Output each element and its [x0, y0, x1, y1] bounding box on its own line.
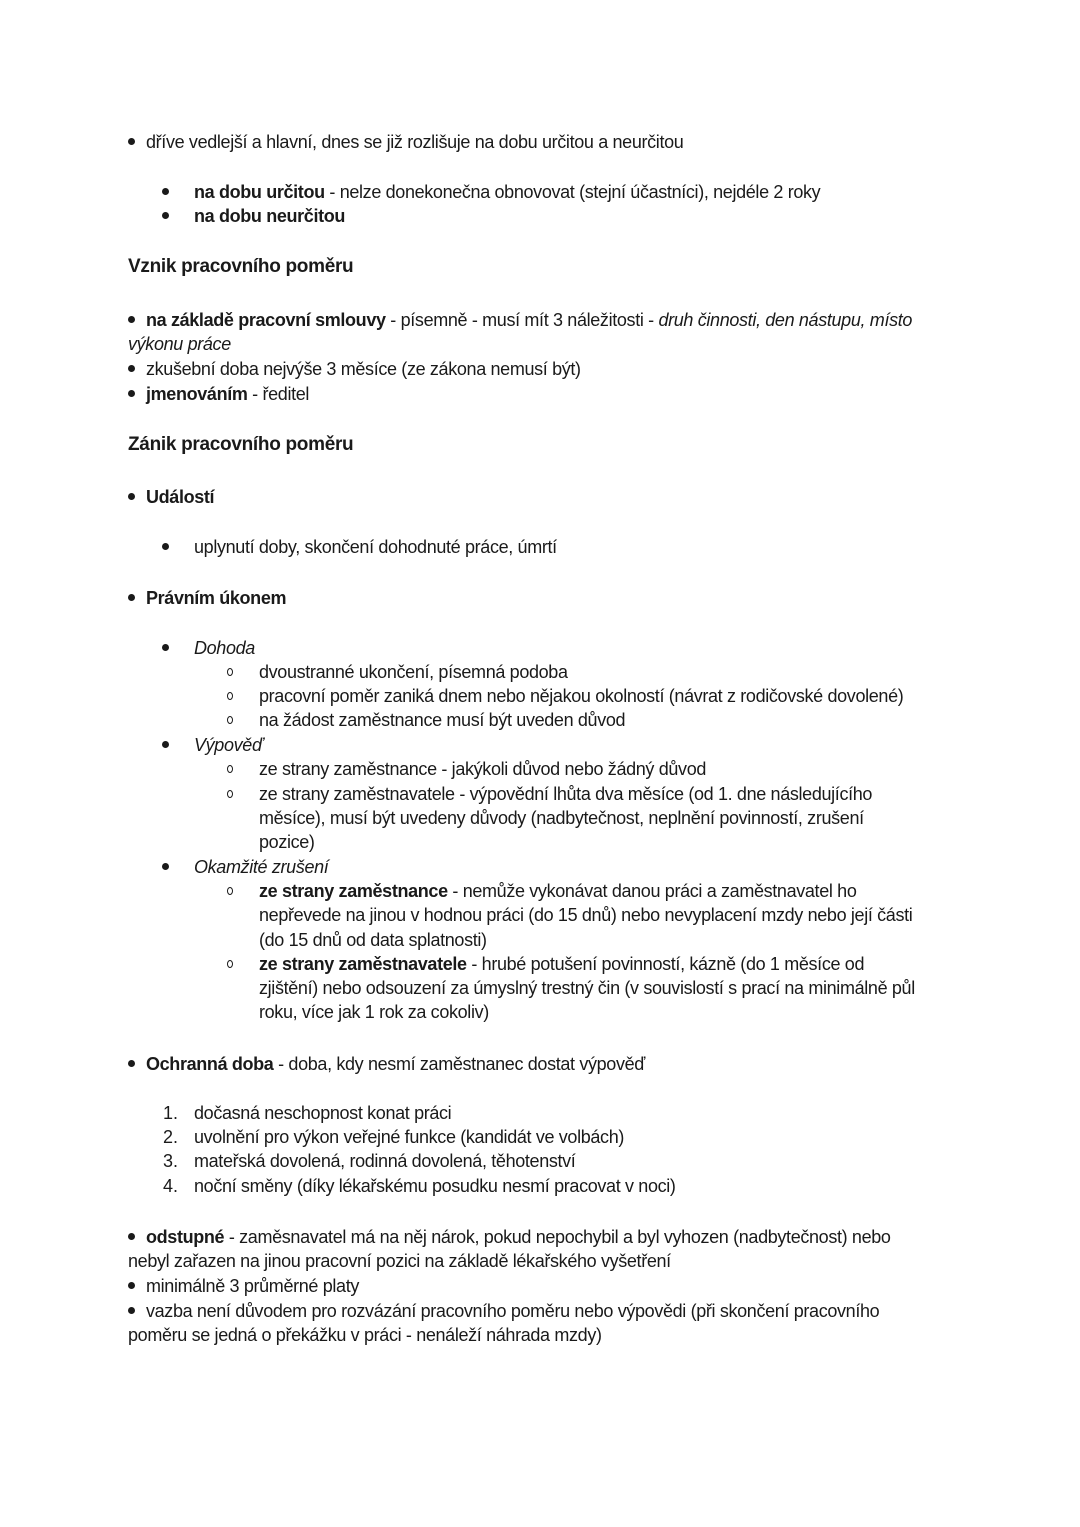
- bullet-icon: [128, 1052, 135, 1076]
- list-item: pracovní poměr zaniká dnem nebo nějakou okolností (návrat z rodičovské dovolené): [259, 686, 904, 706]
- definition: - nelze donekonečna obnovovat (stejní účastníci), nejdéle 2 roky: [324, 182, 821, 202]
- continuation-line: měsíce), musí být uvedeny důvody (nadbytečnost, neplnění povinností, zrušení: [259, 808, 864, 828]
- circle-bullet-icon: [227, 782, 233, 806]
- numbered-item: noční směny (díky lékařskému posudku nesmí pracovat v noci): [194, 1176, 676, 1196]
- subsection-udalosti: Událostí: [146, 487, 215, 507]
- list-number: 4.: [162, 1176, 178, 1196]
- term: ze strany zaměstnance: [259, 881, 448, 901]
- bullet-icon: [162, 204, 169, 228]
- continuation-line: pozice): [259, 832, 315, 852]
- bullet-icon: [128, 1299, 135, 1323]
- bullet-icon: [162, 636, 169, 660]
- list-item: zkušební doba nejvýše 3 měsíce (ze zákona nemusí být): [146, 359, 581, 379]
- continuation-line: (do 15 dnů od data splatnosti): [259, 930, 487, 950]
- list-item: ze strany zaměstnance - jakýkoli důvod nebo žádný důvod: [259, 759, 707, 779]
- okamzite-label: Okamžité zrušení: [194, 857, 329, 877]
- list-number: 3.: [162, 1151, 178, 1171]
- continuation-line: zjištění) nebo odsouzení za úmyslný trestný čin (v souvislostí s prací na minimálně půl: [259, 978, 915, 998]
- bullet-icon: [162, 733, 169, 757]
- bullet-icon: [128, 1225, 135, 1249]
- circle-bullet-icon: [227, 952, 233, 976]
- list-item: dvoustranné ukončení, písemná podoba: [259, 662, 568, 682]
- numbered-item: dočasná neschopnost konat práci: [194, 1103, 452, 1123]
- section-heading-vznik: Vznik pracovního poměru: [128, 256, 354, 277]
- list-number: 2.: [162, 1127, 178, 1147]
- italic-text: druh činnosti, den nástupu, místo: [658, 310, 913, 330]
- definition: - doba, kdy nesmí zaměstnanec dostat výpověď: [273, 1054, 645, 1074]
- list-item: minimálně 3 průměrné platy: [146, 1276, 359, 1296]
- section-heading-zanik: Zánik pracovního poměru: [128, 434, 354, 455]
- term: odstupné: [146, 1227, 225, 1247]
- bullet-icon: [162, 180, 169, 204]
- circle-bullet-icon: [227, 757, 233, 781]
- list-item: [146, 1052, 645, 1076]
- term: na základě pracovní smlouvy: [146, 310, 386, 330]
- numbered-item: uvolnění pro výkon veřejné funkce (kandidát ve volbách): [194, 1127, 625, 1147]
- term: jmenováním: [146, 384, 248, 404]
- list-item: na žádost zaměstnance musí být uveden důvod: [259, 710, 626, 730]
- circle-bullet-icon: [227, 684, 233, 708]
- dohoda-label: Dohoda: [194, 638, 255, 658]
- list-item: [194, 180, 820, 204]
- bullet-icon: [128, 1274, 135, 1298]
- bullet-icon: [128, 586, 135, 610]
- definition: - nemůže vykonávat danou práci a zaměstnavatel ho: [447, 881, 857, 901]
- list-item: [259, 879, 857, 903]
- list-number: 1.: [162, 1103, 178, 1123]
- list-item: [146, 308, 912, 332]
- continuation-line: výkonu práce: [128, 334, 231, 354]
- term: na dobu určitou: [194, 182, 325, 202]
- definition: - zaměsnavatel má na něj nárok, pokud nepochybil a byl vyhozen (nadbytečnost) nebo: [224, 1227, 891, 1247]
- list-item: [194, 204, 345, 228]
- list-item: [146, 1225, 891, 1249]
- continuation-line: nepřevede na jinou v hodnou práci (do 15 dnů) nebo nevyplacení mzdy nebo její části: [259, 905, 913, 925]
- bullet-icon: [128, 382, 135, 406]
- term: na dobu neurčitou: [194, 206, 346, 226]
- definition: - písemně - musí mít 3 náležitosti -: [385, 310, 659, 330]
- bullet-icon: [162, 535, 169, 559]
- circle-bullet-icon: [227, 879, 233, 903]
- definition: - hrubé potušení povinností, kázně (do 1 měsíce od: [466, 954, 865, 974]
- vypoved-label: Výpověď: [194, 735, 263, 755]
- circle-bullet-icon: [227, 708, 233, 732]
- continuation-line: nebyl zařazen na jinou pracovní pozici na základě lékařského vyšetření: [128, 1251, 671, 1271]
- list-item: ze strany zaměstnavatele - výpovědní lhůta dva měsíce (od 1. dne následujícího: [259, 784, 873, 804]
- bullet-icon: [128, 485, 135, 509]
- intro-line: dříve vedlejší a hlavní, dnes se již rozlišuje na dobu určitou a neurčitou: [146, 132, 684, 152]
- list-item: [146, 382, 309, 406]
- term: ze strany zaměstnavatele: [259, 954, 467, 974]
- bullet-icon: [162, 855, 169, 879]
- list-item: uplynutí doby, skončení dohodnuté práce, úmrtí: [194, 537, 557, 557]
- definition: - ředitel: [247, 384, 310, 404]
- numbered-item: mateřská dovolená, rodinná dovolená, těhotenství: [194, 1151, 576, 1171]
- bullet-icon: [128, 357, 135, 381]
- subsection-pravni-ukon: Právním úkonem: [146, 588, 287, 608]
- bullet-icon: [128, 308, 135, 332]
- bullet-icon: [128, 130, 135, 154]
- list-item: [259, 952, 864, 976]
- continuation-line: roku, více jak 1 rok za cokoliv): [259, 1002, 489, 1022]
- list-item: vazba není důvodem pro rozvázání pracovního poměru nebo výpovědi (při skončení pracovního: [146, 1301, 880, 1321]
- term: Ochranná doba: [146, 1054, 274, 1074]
- continuation-line: poměru se jedná o překážku v práci - nenáleží náhrada mzdy): [128, 1325, 602, 1345]
- circle-bullet-icon: [227, 660, 233, 684]
